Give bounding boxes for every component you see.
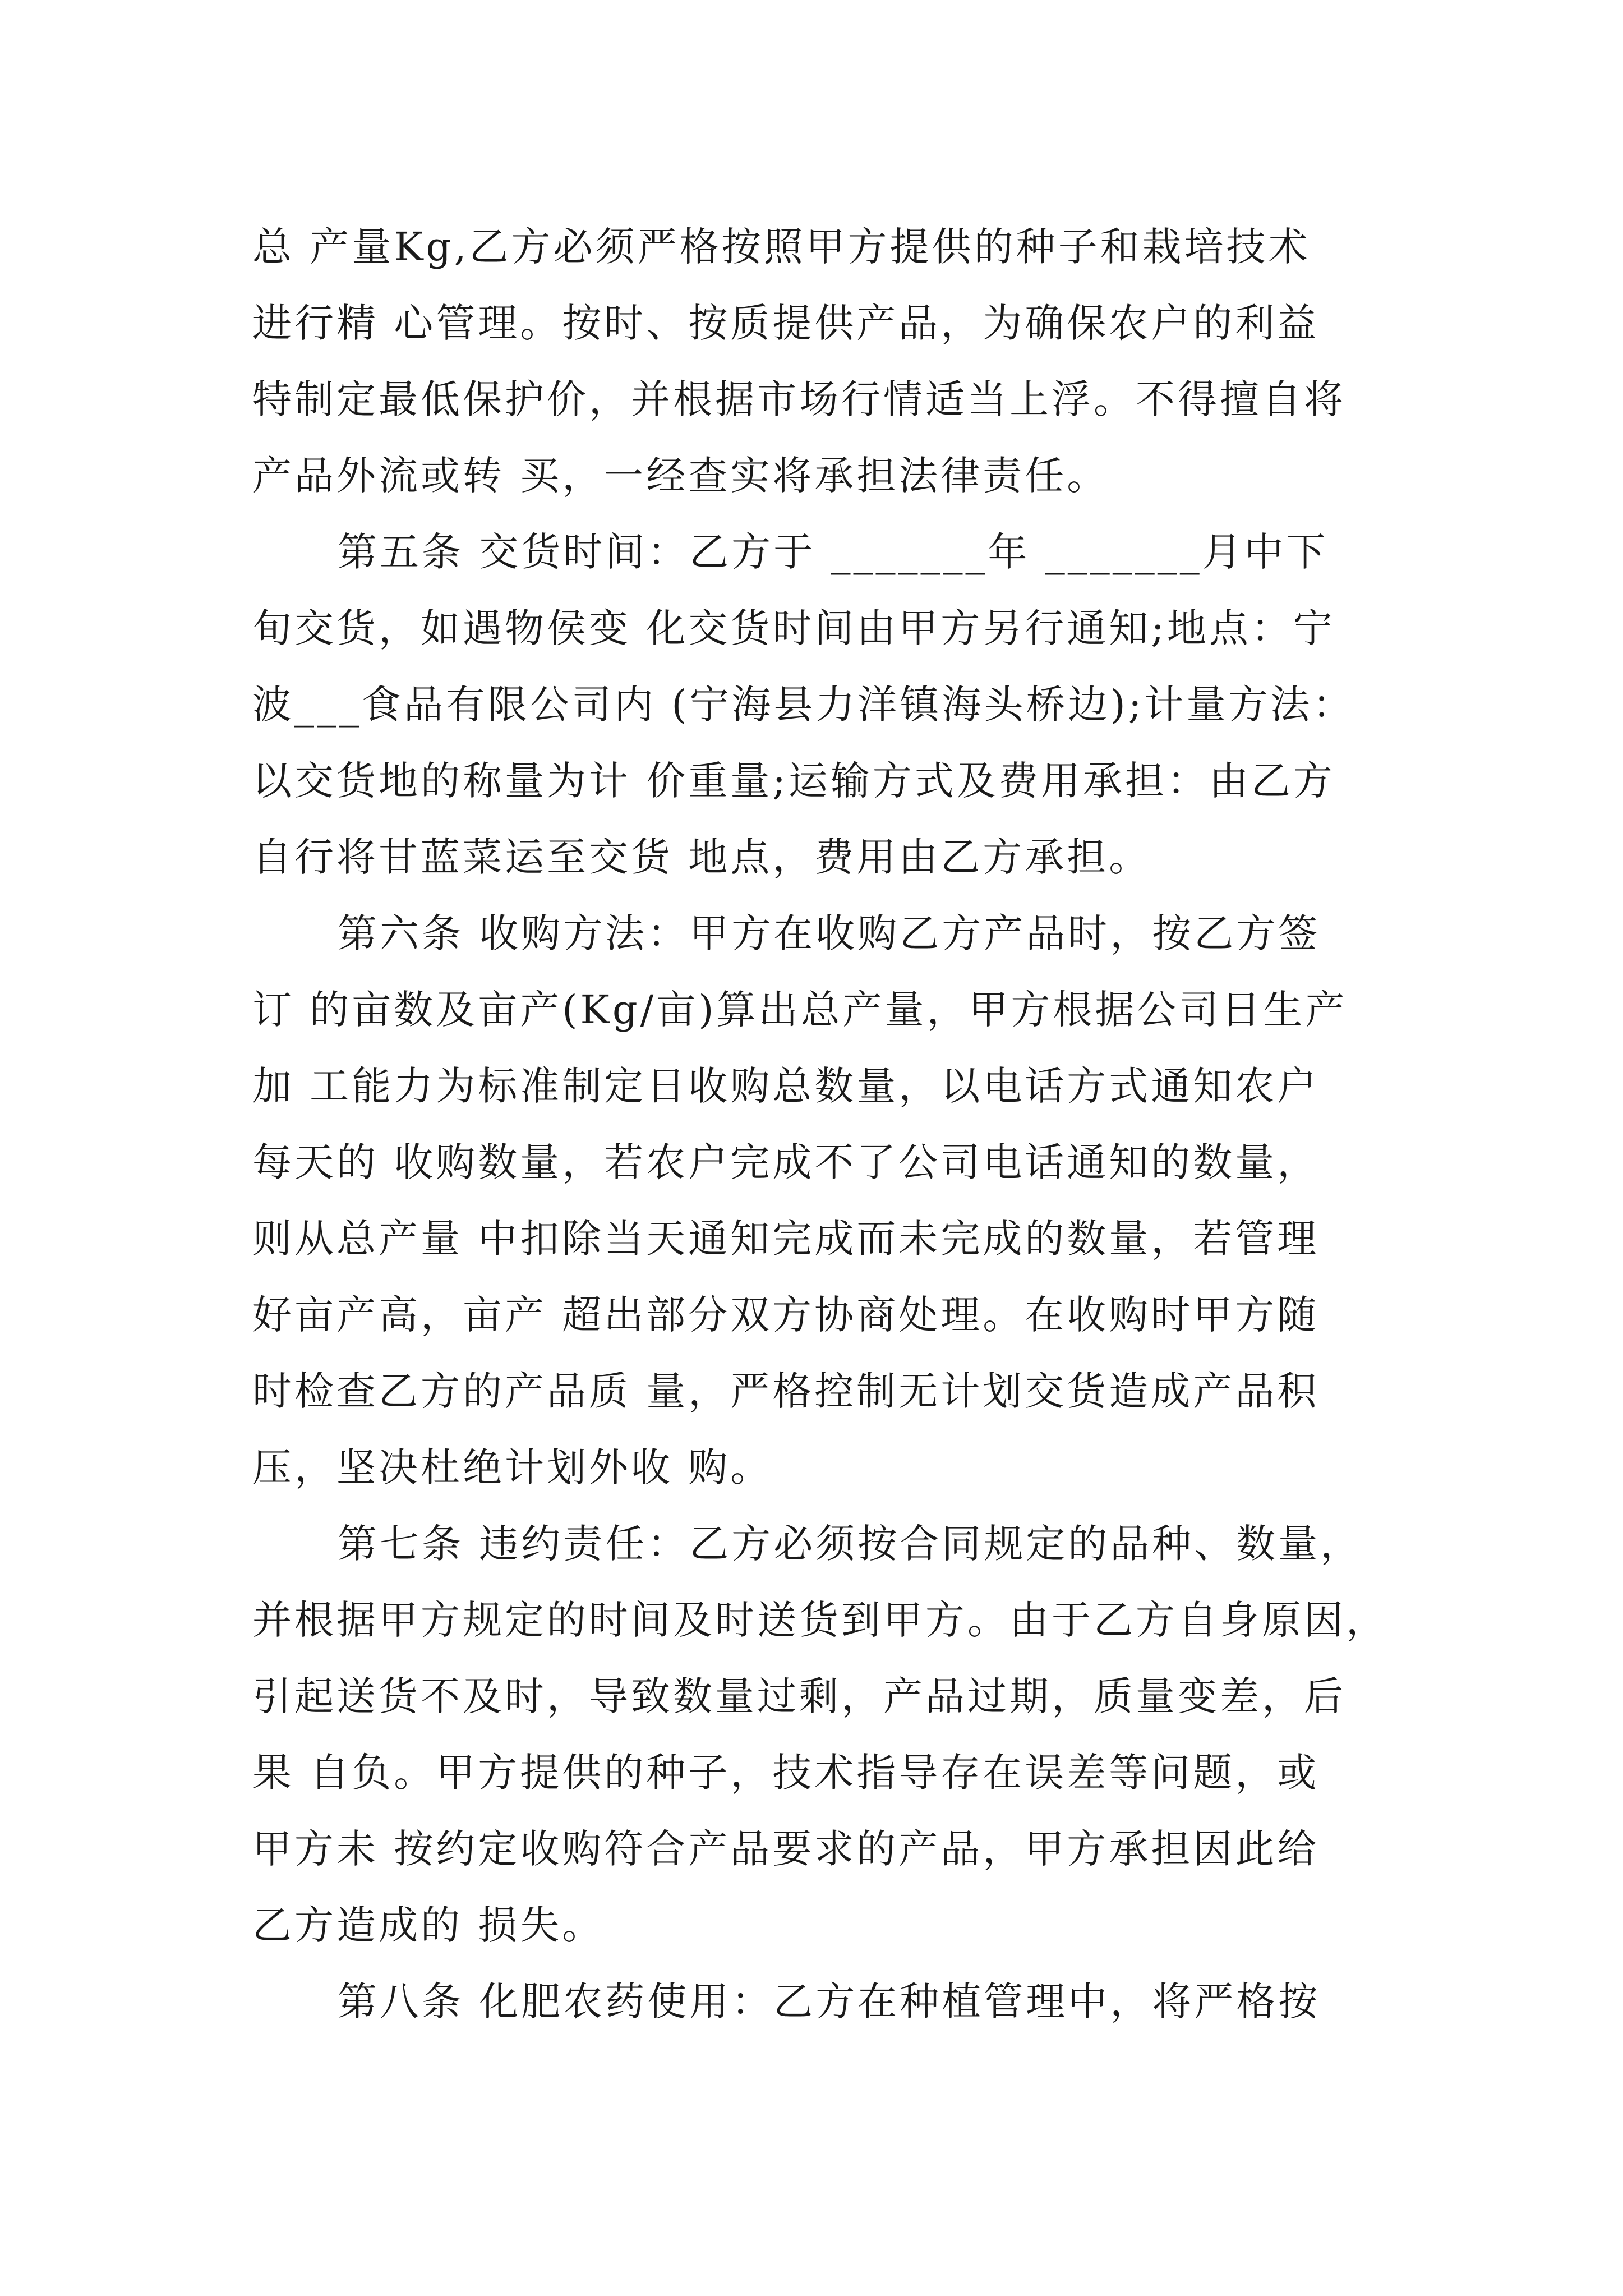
- text-line: 自行将甘蓝菜运至交货 地点，费用由乙方承担。: [252, 834, 1151, 880]
- text-line: 乙方造成的 损失。: [252, 1902, 605, 1948]
- text-line: 引起送货不及时，导致数量过剩，产品过期，质量变差，后: [252, 1673, 1346, 1719]
- text-line: 则从总产量 中扣除当天通知完成而未完成的数量，若管理: [252, 1216, 1320, 1262]
- article-8-heading-line: 第八条 化肥农药使用：乙方在种植管理中，将严格按: [338, 1978, 1321, 2024]
- text-line: 总 产量Kg,乙方必须严格按照甲方提供的种子和栽培技术: [252, 224, 1311, 270]
- text-line: 以交货地的称量为计 价重量;运输方式及费用承担：由乙方: [252, 758, 1335, 804]
- article-6-heading-line: 第六条 收购方法：甲方在收购乙方产品时，按乙方签: [338, 910, 1321, 956]
- text-line: 订 的亩数及亩产(Kg/亩)算出总产量，甲方根据公司日生产: [252, 987, 1348, 1033]
- text-line: 加 工能力为标准制定日收购总数量，以电话方式通知农户: [252, 1063, 1320, 1109]
- text-line: 甲方未 按约定收购符合产品要求的产品，甲方承担因此给: [252, 1826, 1320, 1872]
- text-line: 产品外流或转 买，一经查实将承担法律责任。: [252, 453, 1109, 499]
- text-line: 进行精 心管理。按时、按质提供产品，为确保农户的利益: [252, 300, 1320, 346]
- text-line: 果 自负。甲方提供的种子，技术指导存在误差等问题，或: [252, 1750, 1320, 1796]
- article-5-heading-line: 第五条 交货时间：乙方于 _______年 _______月中下: [338, 529, 1329, 575]
- text-line: 每天的 收购数量，若农户完成不了公司电话通知的数量，: [252, 1139, 1320, 1185]
- text-line: 并根据甲方规定的时间及时送货到甲方。由于乙方自身原因，: [252, 1597, 1388, 1643]
- text-line: 波___食品有限公司内 (宁海县力洋镇海头桥边);计量方法：: [252, 682, 1355, 728]
- article-7-heading-line: 第七条 违约责任：乙方必须按合同规定的品种、数量，: [338, 1521, 1363, 1567]
- text-line: 压，坚决杜绝计划外收 购。: [252, 1444, 773, 1490]
- text-line: 好亩产高，亩产 超出部分双方协商处理。在收购时甲方随: [252, 1292, 1320, 1338]
- text-line: 时检查乙方的产品质 量，严格控制无计划交货造成产品积: [252, 1368, 1320, 1414]
- text-line: 特制定最低保护价，并根据市场行情适当上浮。不得擅自将: [252, 376, 1346, 422]
- document-body: [252, 209, 1391, 2040]
- text-line: 旬交货，如遇物侯变 化交货时间由甲方另行通知;地点：宁: [252, 605, 1335, 651]
